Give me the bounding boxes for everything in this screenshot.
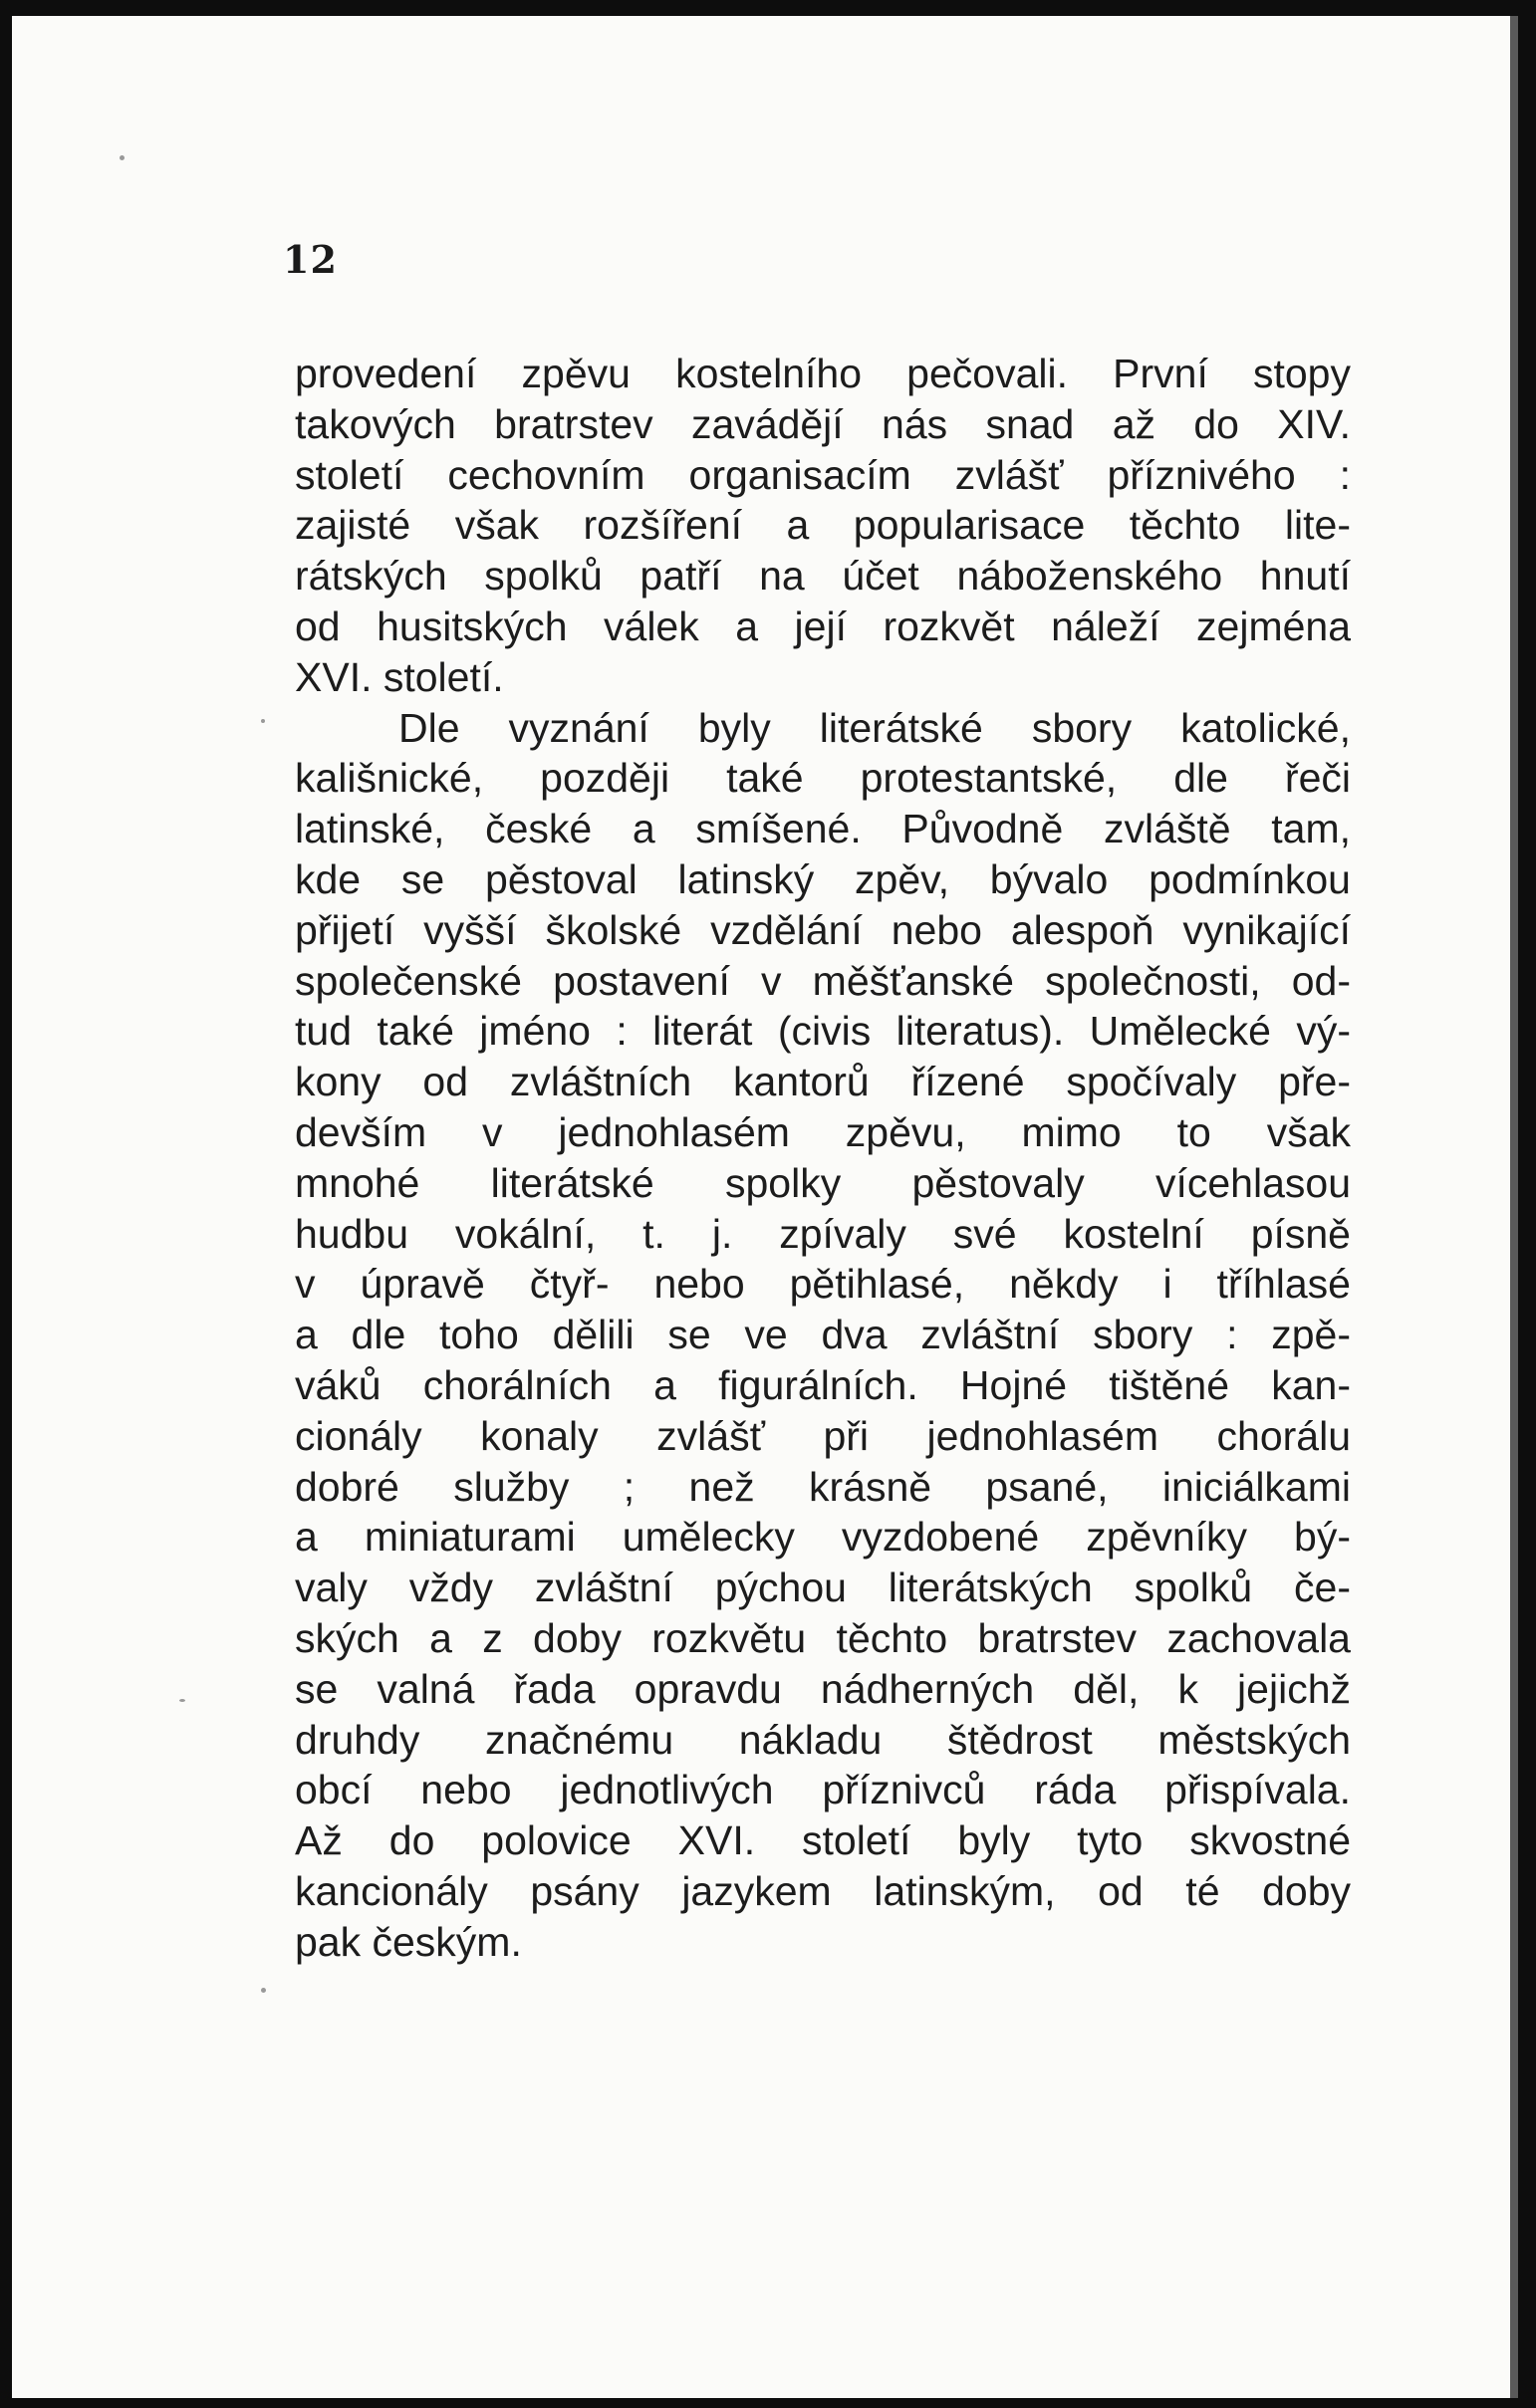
text-line: ských a z doby rozkvětu těchto bratrstev zachovala: [295, 1614, 1351, 1661]
text-line: se valná řada opravdu nádherných děl, k jejichž: [295, 1665, 1351, 1712]
text-line: dobré služby ; než krásně psané, iniciálkami: [295, 1463, 1351, 1510]
text-line: kancionály psány jazykem latinským, od té doby: [295, 1867, 1351, 1914]
text-line: zajisté však rozšíření a popularisace těchto lite-: [295, 502, 1351, 549]
text-line: obcí nebo jednotlivých příznivců ráda přispívala.: [295, 1767, 1351, 1813]
text-line: přijetí vyšší školské vzdělání nebo alespoň vynikající: [295, 906, 1351, 953]
paper-speck: [261, 719, 265, 723]
text-line: a miniaturami umělecky vyzdobené zpěvníky bý-: [295, 1514, 1351, 1561]
paper-speck: [261, 1988, 266, 1993]
text-line: Dle vyznání byly literátské sbory katolické,: [398, 704, 1351, 751]
text-line: kde se pěstoval latinský zpěv, bývalo podmínkou: [295, 855, 1351, 902]
paper-speck: [179, 1699, 185, 1702]
text-line: provedení zpěvu kostelního pečovali. První stopy: [295, 351, 1351, 396]
text-line: pak českým.: [295, 1918, 522, 1965]
text-line: valy vždy zvláštní pýchou literátských spolků če-: [295, 1565, 1351, 1611]
text-line: rátských spolků patří na účet náboženského hnutí: [295, 553, 1351, 600]
text-line: devším v jednohlasém zpěvu, mimo to však: [295, 1108, 1351, 1155]
text-line: váků chorálních a figurálních. Hojné tištěné kan-: [295, 1361, 1351, 1408]
paper-speck: [120, 155, 125, 160]
text-line: společenské postavení v měšťanské společnosti, od-: [295, 957, 1351, 1004]
text-line: kony od zvláštních kantorů řízené spočívaly pře-: [295, 1059, 1351, 1105]
text-line: a dle toho dělili se ve dva zvláštní sbory : zpě-: [295, 1312, 1351, 1358]
page-number: 12: [283, 237, 338, 282]
text-line: mnohé literátské spolky pěstovaly vícehlasou: [295, 1159, 1351, 1206]
text-line: hudbu vokální, t. j. zpívaly své kostelní písně: [295, 1210, 1351, 1257]
body-text: [295, 349, 1351, 1968]
text-line: tud také jméno : literát (civis literatus). Umělecké vý-: [295, 1008, 1351, 1055]
text-line: od husitských válek a její rozkvět náleží zejména: [295, 602, 1351, 649]
text-line: XVI. století.: [295, 653, 504, 700]
text-line: v úpravě čtyř- nebo pětihlasé, někdy i tříhlasé: [295, 1261, 1351, 1308]
text-line: století cechovním organisacím zvlášť příznivého :: [295, 451, 1351, 498]
text-line: Až do polovice XVI. století byly tyto skvostné: [295, 1817, 1351, 1864]
text-line: takových bratrstev zavádějí nás snad až do XIV.: [295, 400, 1351, 447]
text-line: kališnické, později také protestantské, dle řeči: [295, 755, 1351, 802]
text-line: cionály konaly zvlášť při jednohlasém chorálu: [295, 1412, 1351, 1459]
text-line: latinské, české a smíšené. Původně zvláště tam,: [295, 806, 1351, 852]
text-line: druhdy značnému nákladu štědrost městských: [295, 1716, 1351, 1763]
